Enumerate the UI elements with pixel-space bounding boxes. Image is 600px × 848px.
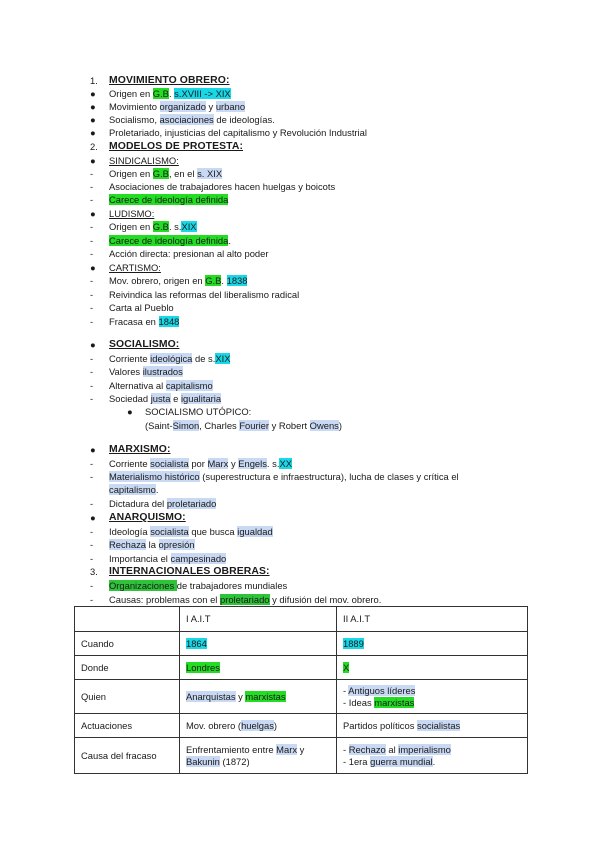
subsection-title: LUDISMO: [109,208,155,219]
row-label: Donde [75,656,180,680]
list-item: Organizaciones de trabajadores mundiales [109,580,288,591]
bullet-dash: - [90,248,94,259]
table-cell: Anarquistas y marxistas [180,680,337,714]
subsection-title: MARXISMO: [109,444,171,455]
table-cell: Mov. obrero (huelgas) [180,714,337,738]
section-title: INTERNACIONALES OBRERAS: [109,566,270,577]
bullet-dash: - [90,168,94,179]
list-item: Mov. obrero, origen en G.B. 1838 [109,275,248,286]
bullet-dash: - [90,526,94,537]
bullet-dot: ● [90,512,96,523]
row-label: Causa del fracaso [75,738,180,774]
section-number: 1. [90,75,98,86]
bullet-dot: ● [90,155,96,166]
bullet-dot: ● [90,208,96,219]
bullet-dash: - [90,316,94,327]
bullet-dash: - [90,380,94,391]
table-cell: Partidos políticos socialistas [337,714,528,738]
bullet-dot: ● [90,262,96,273]
list-item: Socialismo, asociaciones de ideologías. [109,114,275,125]
list-item: Origen en G.B, en el s. XIX [109,168,223,179]
list-item: Valores ilustrados [109,366,183,377]
bullet-dot: ● [90,114,96,125]
list-item: Importancia el campesinado [109,553,227,564]
bullet-dot: ● [90,339,96,350]
list-item: Carece de ideología definida [109,194,229,205]
bullet-dash: - [90,181,94,192]
list-item: (Saint-Simon, Charles Fourier y Robert Owens) [145,420,342,431]
bullet-dash: - [90,594,94,605]
table-row [75,714,528,738]
table-cell: 1889 [337,632,528,656]
bullet-dash: - [90,302,94,313]
table-row [75,632,528,656]
list-item: Carta al Pueblo [109,302,174,313]
list-item: Fracasa en 1848 [109,316,180,327]
list-item: Causas: problemas con el proletariado y difusión del mov. obrero. [109,594,382,605]
list-item: Dictadura del proletariado [109,498,217,509]
bullet-dash: - [90,221,94,232]
table-cell: - Antiguos líderes - Ideas marxistas [337,680,528,714]
table-header-cell [75,607,180,632]
bullet-dash: - [90,393,94,404]
table-header-cell: I A.I.T [180,607,337,632]
bullet-dot: ● [90,101,96,112]
section-title: MODELOS DE PROTESTA: [109,141,244,152]
list-item: Materialismo histórico (superestructura e infraestructura), lucha de clases y crítica el [109,471,459,482]
row-label: Cuando [75,632,180,656]
list-item: Carece de ideología definida. [109,235,231,246]
bullet-dash: - [90,194,94,205]
bullet-dot: ● [90,444,96,455]
subsection-title: ANARQUISMO: [109,512,186,523]
subsection-title: CARTISMO: [109,262,161,273]
bullet-dash: - [90,553,94,564]
list-item: Origen en G.B. s.XVIII -> XIX [109,88,231,99]
list-item: Sociedad justa e igualitaria [109,393,222,404]
list-item: Corriente socialista por Marx y Engels. s.XX [109,458,292,469]
bullet-dash: - [90,539,94,550]
table-cell: Enfrentamiento entre Marx y Bakunin (1872) [180,738,337,774]
list-item: Ideología socialista que busca igualdad [109,526,273,537]
bullet-dot: ● [90,127,96,138]
table-cell: Londres [180,656,337,680]
subsection-title: SOCIALISMO: [109,339,180,350]
table-cell: X [337,656,528,680]
section-number: 2. [90,141,98,152]
comparison-table [74,606,528,774]
section-title: MOVIMIENTO OBRERO: [109,75,230,86]
bullet-dash: - [90,235,94,246]
table-cell: 1864 [180,632,337,656]
bullet-dash: - [90,275,94,286]
bullet-dash: - [90,471,94,482]
bullet-dash: - [90,580,94,591]
bullet-dash: - [90,289,94,300]
list-item: capitalismo. [109,484,159,495]
table-row [75,680,528,714]
bullet-dash: - [90,498,94,509]
list-item: Movimiento organizado y urbano [109,101,246,112]
table-cell: - Rechazo al imperialismo - 1era guerra mundial. [337,738,528,774]
bullet-dash: - [90,458,94,469]
bullet-dash: - [90,353,94,364]
bullet-dot: ● [90,88,96,99]
list-item: Asociaciones de trabajadores hacen huelgas y boicots [109,181,336,192]
section-number: 3. [90,566,98,577]
list-item: Alternativa al capitalismo [109,380,213,391]
list-item: Reivindica las reformas del liberalismo radical [109,289,300,300]
row-label: Actuaciones [75,714,180,738]
table-header-row [75,607,528,632]
subsection-title: SINDICALISMO: [109,155,179,166]
row-label: Quien [75,680,180,714]
list-item: SOCIALISMO UTÓPICO: [145,406,252,417]
list-item: Rechaza la opresión [109,539,195,550]
list-item: Proletariado, injusticias del capitalismo y Revolución Industrial [109,127,367,138]
table-row [75,656,528,680]
bullet-dot: ● [127,406,133,417]
bullet-dash: - [90,366,94,377]
table-row [75,738,528,774]
list-item: Corriente ideológica de s.XIX [109,353,231,364]
table-header-cell: II A.I.T [337,607,528,632]
list-item: Acción directa: presionan al alto poder [109,248,269,259]
list-item: Origen en G.B. s.XIX [109,221,197,232]
